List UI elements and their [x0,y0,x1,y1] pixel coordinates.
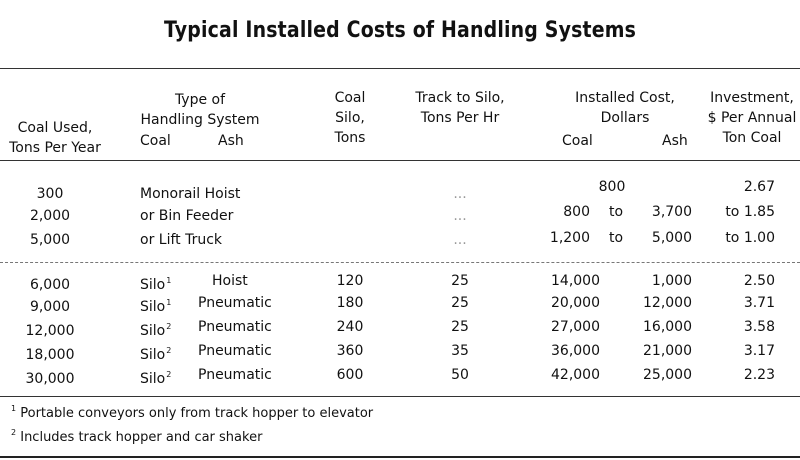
footnote-mark: 2 [166,346,172,355]
header-track: Track to Silo, Tons Per Hr [415,90,505,126]
header-ash: Ash [218,133,244,149]
footnote-mark: 2 [166,322,172,331]
footnote-1: $^1$ Portable conveyors only from track hopper to elevator [11,404,374,421]
header-type-of: Type of [174,92,226,108]
header-bottom-rule [0,160,800,161]
header-top-rule [0,68,800,69]
cost-top-value: 800 [598,179,626,195]
header-cost-coal: Coal [562,133,593,149]
table-bottom-rule [0,396,800,397]
header-investment: Investment, $ Per Annual Ton Coal [707,90,797,146]
footnote-mark: 1 [166,298,172,307]
header-installed-cost: Installed Cost, Dollars [575,90,675,126]
footnote-mark: 2 [166,370,172,379]
footnote-2: $^2$ Includes track hopper and car shaker [11,428,263,445]
header-cost-ash: Ash [662,133,688,149]
group-divider [0,262,800,263]
header-handling-system: Handling System [140,112,260,128]
header-silo: Coal Silo, Tons [334,90,366,146]
table-title: Typical Installed Costs of Handling Systems [163,18,637,43]
footnote-mark: 1 [166,276,172,285]
page-bottom-rule [0,456,800,458]
header-coal: Coal [140,133,171,149]
header-coal-used: Coal Used, Tons Per Year [9,120,101,156]
